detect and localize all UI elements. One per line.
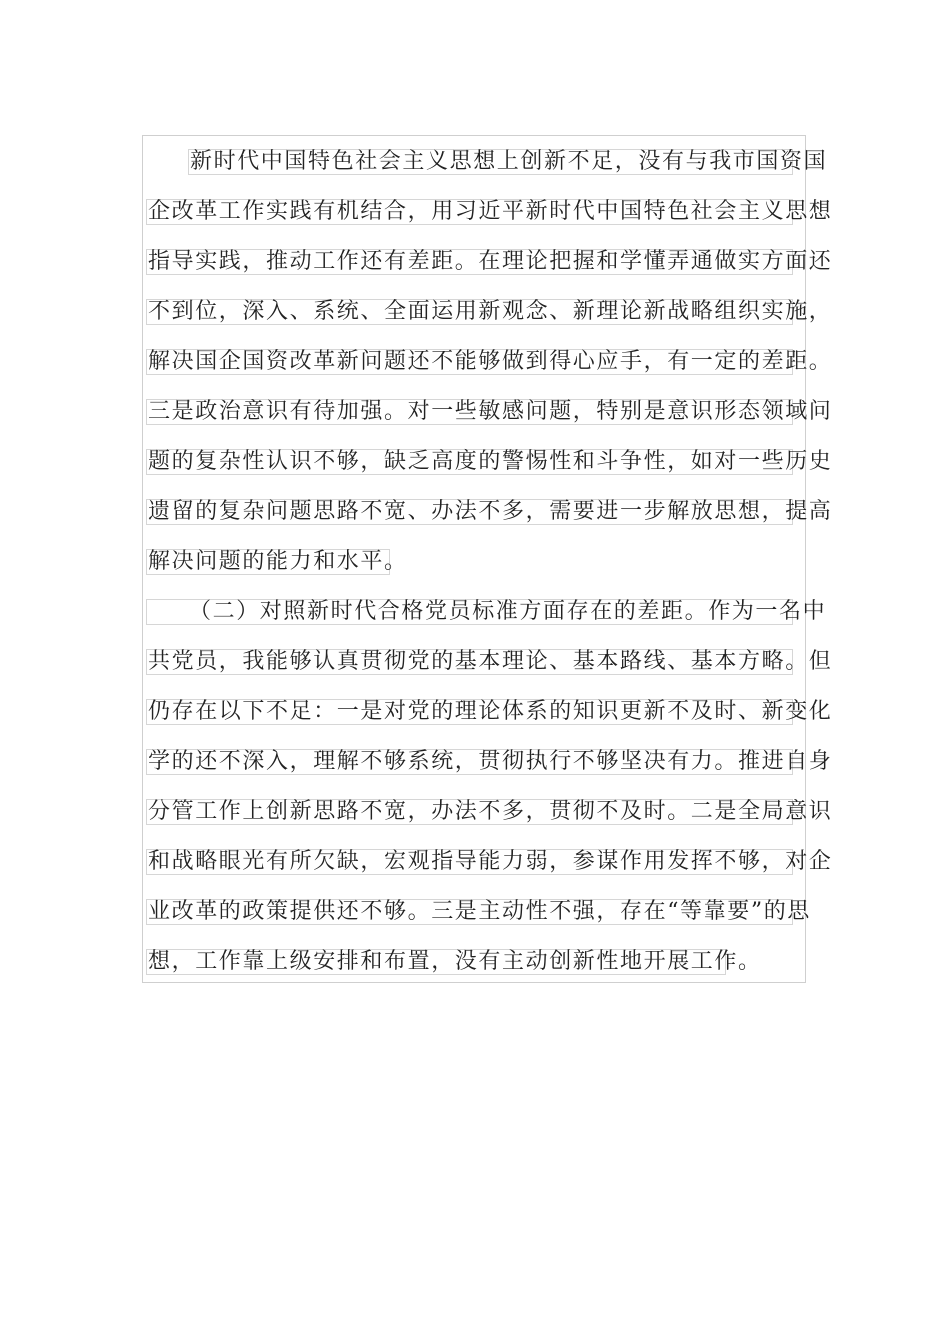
text-line-8: 遗留的复杂问题思路不宽、办法不多，需要进一步解放思想，提高 bbox=[148, 499, 833, 524]
text-line-2: 企改革工作实践有机结合，用习近平新时代中国特色社会主义思想 bbox=[148, 199, 833, 224]
text-line-3: 指导实践，推动工作还有差距。在理论把握和学懂弄通做实方面还 bbox=[148, 249, 833, 274]
text-line-5: 解决国企国资改革新问题还不能够做到得心应手，有一定的差距。 bbox=[148, 349, 833, 374]
text-line-10: （二）对照新时代合格党员标准方面存在的差距。作为一名中 bbox=[146, 599, 793, 625]
text-line-7: 题的复杂性认识不够，缺乏高度的警惕性和斗争性，如对一些历史 bbox=[148, 449, 833, 474]
text-line-11: 共党员，我能够认真贯彻党的基本理论、基本路线、基本方略。但 bbox=[148, 649, 833, 674]
text-line-9: 解决问题的能力和水平。 bbox=[148, 549, 408, 574]
text-line-13: 学的还不深入，理解不够系统，贯彻执行不够坚决有力。推进自身 bbox=[148, 749, 833, 774]
text-line-6: 三是政治意识有待加强。对一些敏感问题，特别是意识形态领域问 bbox=[148, 399, 833, 424]
text-line-1: 新时代中国特色社会主义思想上创新不足，没有与我市国资国 bbox=[190, 149, 828, 174]
text-line-4: 不到位，深入、系统、全面运用新观念、新理论新战略组织实施， bbox=[148, 299, 833, 324]
text-line-14: 分管工作上创新思路不宽，办法不多，贯彻不及时。二是全局意识 bbox=[148, 799, 833, 824]
text-line-16: 业改革的政策提供还不够。三是主动性不强，存在“等靠要”的思 bbox=[148, 899, 811, 924]
text-line-17: 想，工作靠上级安排和布置，没有主动创新性地开展工作。 bbox=[148, 949, 762, 974]
text-line-12: 仍存在以下不足：一是对党的理论体系的知识更新不及时、新变化 bbox=[148, 699, 833, 724]
text-line-15: 和战略眼光有所欠缺，宏观指导能力弱，参谋作用发挥不够，对企 bbox=[148, 849, 833, 874]
